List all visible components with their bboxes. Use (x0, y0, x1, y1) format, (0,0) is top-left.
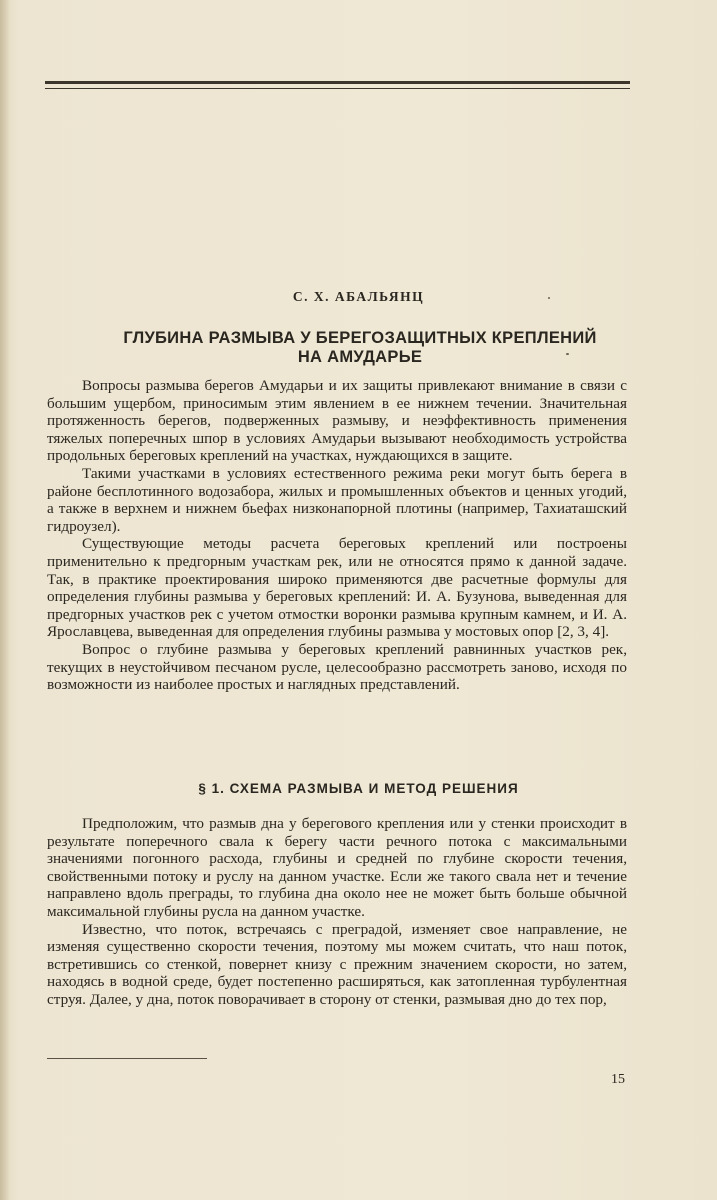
intro-paragraph-4: Вопрос о глубине размыва у береговых креплений равнинных участков рек, текущих в неустойчивом песчаном русле, целесообразно рассмотреть заново, исходя по возможности из наиболее простых и наглядных представлений. (47, 640, 627, 694)
intro-text (47, 377, 627, 694)
article-author: С. Х. АБАЛЬЯНЦ (292, 289, 425, 304)
spine-shadow (0, 0, 10, 1200)
page-number: 15 (611, 1072, 625, 1087)
paper-speck (548, 297, 550, 299)
section-1-text (47, 815, 627, 1009)
article-title (60, 329, 660, 367)
paper-speck (566, 353, 569, 355)
section-heading: § 1. СХЕМА РАЗМЫВА И МЕТОД РЕШЕНИЯ (198, 781, 519, 796)
section-1-paragraph-2: Известно, что поток, встречаясь с преградой, изменяет свое направление, не изменяя существенно скорости течения, поэтому мы можем считать, что наш поток, встретившись со стенкой, повернет книзу с прежним значением скорости, но затем, находясь в водной среде, будет постепенно расширяться, как затопленная турбулентная струя. Далее, у дна, поток поворачивает в сторону от стенки, размывая дно до тех пор, (47, 920, 627, 1008)
header-rule-thick (45, 81, 630, 84)
article-title-line-1: ГЛУБИНА РАЗМЫВА У БЕРЕГОЗАЩИТНЫХ КРЕПЛЕНИЙ (123, 329, 597, 347)
footnote-rule (47, 1058, 207, 1059)
intro-paragraph-2: Такими участками в условиях естественного режима реки могут быть берега в районе бесплотинного водозабора, жилых и промышленных объектов и ценных угодий, а также в верхнем и нижнем бьефах низконапорной плотины (например, Тахиаташский гидроузел). (47, 464, 627, 535)
intro-paragraph-3: Существующие методы расчета береговых креплений или построены применительно к предгорным участкам рек, или не относятся прямо к данной задаче. Так, в практике проектирования широко применяются две расчетные формулы для определения глубины размыва у береговых креплений: И. А. Бузунова, выведенная для предгорных участков рек с учетом отмостки воронки размыва крупным камнем, и И. А. Ярославцева, выведенная для определения глубины размыва у мостовых опор [2, 3, 4]. (47, 535, 627, 641)
section-1-paragraph-1: Предположим, что размыв дна у берегового крепления или у стенки происходит в результате поперечного свала к берегу части речного потока с максимальными значениями погонного расхода, глубины и средней по глубине скорости течения, свойственными потоку и руслу на данном участке. Если же такого свала нет и течение направлено вдоль преграды, то глубина дна около нее не может быть больше обычной максимальной глубины русла на данном участке. (47, 815, 627, 920)
intro-paragraph-1: Вопросы размыва берегов Амударьи и их защиты привлекают внимание в связи с большим ущербом, приносимым этим явлением в ее нижнем течении. Значительная протяженность берегов, подверженных размыву, и неэффективность применения тяжелых поперечных шпор в условиях Амударьи вызывают необходимость устройства продольных береговых креплений на участках, нуждающихся в защите. (47, 377, 627, 465)
article-title-line-2: НА АМУДАРЬЕ (297, 348, 423, 366)
header-rule-thin (45, 88, 630, 89)
